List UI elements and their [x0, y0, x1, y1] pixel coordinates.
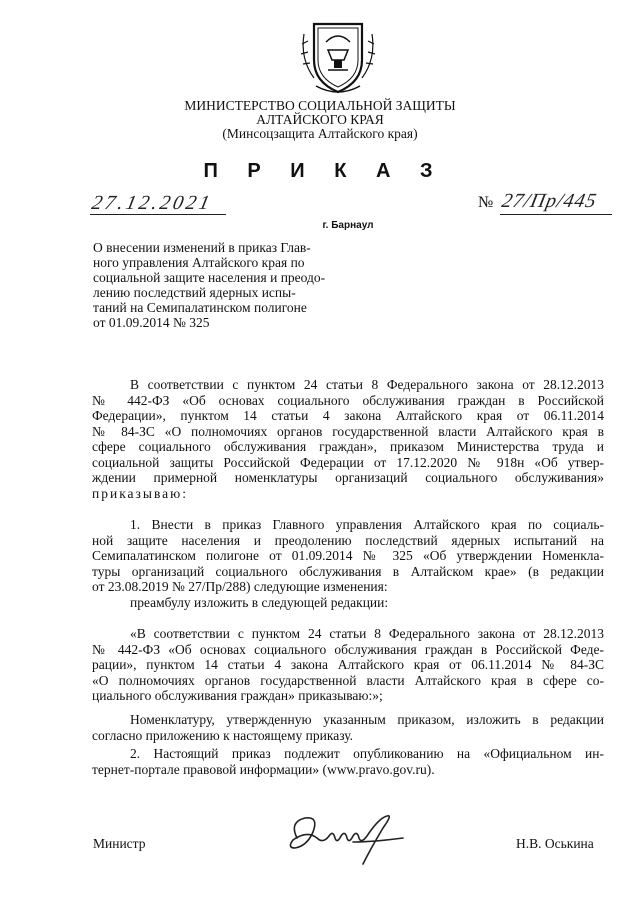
document-subject: О внесении изменений в приказ Глав- ного управления Алтайского края по социальной защите населения и преодо- лению последствий ядерных испы- таний на Семипалатинском полигоне от 01.09.2014 № 325 — [93, 240, 326, 330]
number-label: № — [478, 194, 494, 211]
paragraph-preamble-change: преамбулу изложить в следующей редакции: — [130, 595, 389, 610]
signatory-role: Министр — [93, 836, 146, 851]
paragraph-nomenclature: Номенклатуру, утвержденную указанным приказом, изложить в редакции согласно приложению к настоящему приказу. — [92, 712, 604, 743]
date-underline — [90, 214, 226, 215]
paragraph-preamble: В соответствии с пунктом 24 статьи 8 Федерального закона от 28.12.2013 № 442-ФЗ «Об основах социального обслуживания граждан в Российской Федерации», пунктом 14 статьи 4 закона Алтайского края от 06.11.2014 № 84-ЗС «О полномочиях органов государственной власти Алтайского края в сфере социального обслуживания граждан», приказом Министерства труда и социальной защиты Российской Федерации от 17.12.2020 № 918н «Об утвер- ждении примерной номенклатуры организаций социального обслуживания» приказываю: — [92, 377, 604, 501]
city: г. Барнаул — [322, 220, 374, 231]
paragraph-new-preamble: «В соответствии с пунктом 24 статьи 8 Федерального закона от 28.12.2013 № 442-ФЗ «Об основах социального обслуживания граждан в Российской Феде- рации», пунктом 14 статьи 4 закона Алтайского края от 06.11.2014 № 84-ЗС «О полномочиях органов государственной власти Алтайского края в сфере со- циального обслуживания граждан» приказываю:»; — [92, 626, 604, 703]
paragraph-item-1: 1. Внести в приказ Главного управления Алтайского края по социаль- ной защите населения и преодолению последствий ядерных испытаний на Семипалатинском полигоне от 01.09.2014 № 325 «Об утверждении Номенкла- туры организаций социального обслуживания в Алтайском крае» (в редакции от 23.08.2019 № 27/Пр/288) следующие изменения: — [92, 517, 604, 594]
document-number: 27/Пр/445 — [499, 190, 600, 212]
coat-of-arms-icon — [296, 14, 380, 98]
signatory-name: Н.В. Оськина — [516, 836, 594, 851]
document-date: 27.12.2021 — [89, 192, 215, 214]
handwritten-signature-icon — [283, 808, 413, 868]
paragraph-item-2: 2. Настоящий приказ подлежит опубликованию на «Официальном ин- тернет-портале правовой информации» (www.pravo.gov.ru). — [92, 746, 604, 777]
organization-name-line1: МИНИСТЕРСТВО СОЦИАЛЬНОЙ ЗАЩИТЫ — [184, 98, 456, 113]
organization-name-line2: АЛТАЙСКОГО КРАЯ — [256, 112, 384, 127]
number-underline — [500, 214, 612, 215]
document-type-title: П Р И К А З — [203, 160, 445, 182]
organization-short-name: (Минсоцзащита Алтайского края) — [222, 126, 418, 141]
